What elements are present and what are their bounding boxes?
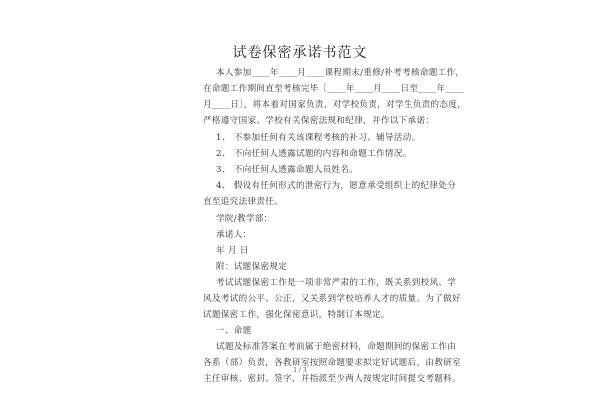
date-line: 年 月 日 (216, 246, 249, 256)
body-line-20: 主任审核、密封、签字，并指派至少两人按规定时间提交考题科。 (203, 374, 461, 384)
pledge-item-4-cont: 直至追究法律责任。 (203, 197, 284, 207)
pledge-item-1: 1、 不参加任何有关该课程考核的补习、辅导活动。 (216, 133, 421, 143)
body-line-19: 各系（部）负责，各教研室按照命题要求拟定好试题后，由教研室 (203, 358, 461, 368)
page-number: 1 / 3 (293, 367, 307, 374)
body-line-2: 在命题工作期间直至考核完毕［____年____月____日至____年____ (203, 84, 464, 94)
pledge-item-3: 3、 不向任何人透露命题人员姓名。 (216, 165, 359, 175)
section-heading-1: 一、命题 (216, 326, 252, 336)
signer-label: 承诺人： (216, 230, 252, 240)
body-line-16: 试题保密工作，强化保密意识，特制订本规定。 (203, 310, 390, 320)
body-line-3: 月____日］，将本着对国家负责，对学校负责，对学生负责的态度， (203, 100, 467, 110)
body-line-14: 考试试题保密工作是一项非常严肃的工作，既关系到校风、学 (216, 278, 457, 288)
pledge-item-2: 2、 不向任何人透露试题的内容和命题工作情况。 (216, 149, 412, 159)
appendix-heading: 附：试题保密规定 (216, 262, 288, 272)
body-line-15: 风及考试的公平、公正，又关系到学校培养人才的质量。为了做好 (203, 294, 461, 304)
body-line-1: 本人参加____年____月____课程期末/重修/补考考核命题工作， (216, 68, 465, 78)
body-line-18: 试题及标准答案在考前属于绝密材料，命题期间的保密工作由 (216, 342, 457, 352)
school-label: 学院/教学部： (216, 214, 273, 224)
body-line-4: 严格遵守国家、学校有关保密法规和纪律，并作以下承诺： (203, 116, 435, 126)
page-title: 试卷保密承诺书范文 (232, 45, 368, 61)
pledge-item-4: 4、 假设有任何形式的泄密行为，愿意承受组织上的纪律处分 (216, 181, 457, 191)
